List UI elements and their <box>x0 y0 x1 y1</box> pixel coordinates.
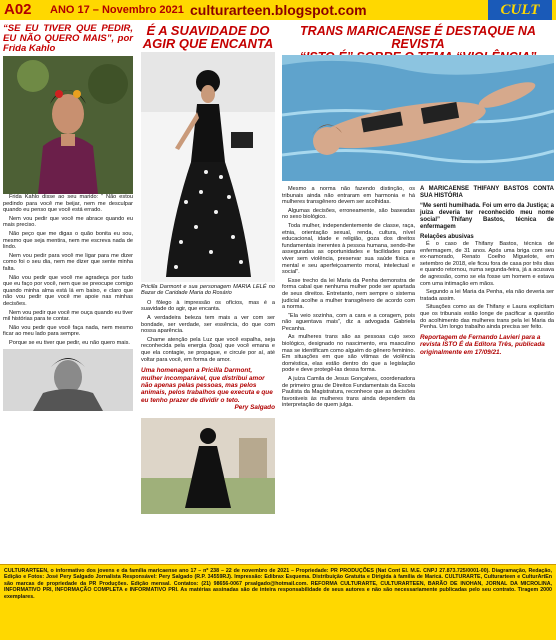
thifany-pool-photo <box>282 55 554 181</box>
frida-photo <box>3 56 133 194</box>
frida-bw-photo <box>3 349 133 411</box>
frida-body <box>3 194 133 346</box>
issue-info: ANO 17 – Novembro 2021 <box>50 4 184 16</box>
paragraph: A juíza Camila de Jesus Gonçalves, coordenadora de primeiro grau de Direitos Fundamentais da Escola Paulista da Magistratura, reconhece que as decisões favoráveis às mulheres trans ainda dependem da interpretação de quem julga. <box>282 376 415 409</box>
section-heading: Relações abusivas <box>420 234 474 240</box>
footer-masthead <box>0 564 556 640</box>
paragraph: É o caso de Thifany Bastos, técnica de enfermagem, de 31 anos. Após uma briga com seu ex-namorado, Renato Coelho Miguelote, em setembro de 2018, ele ficou fora de casa por três dias e quando retornou, numa segunda-feira, já a acusava de agressão, como se ela fosse um homem e estava com uma intimação em mãos. <box>420 241 554 287</box>
paragraph: Algumas decisões, erroneamente, são baseadas no sexo biológico. <box>282 207 415 221</box>
pool-image <box>282 55 554 181</box>
paragraph: Toda mulher, independentemente de classe, raça, etnia, orientação sexual, renda, cultura, nível educacional, idade e religião, goza dos direitos fundamentais inerentes à pessoa humana, sendo-lhe asseguradas as oportunidades e facilidades para viver sem violência, preservar sua saúde física e mental e seu aperfeiçoamento moral, intelectual e social”. <box>282 222 415 276</box>
pricilla-photo <box>141 52 275 282</box>
site-url[interactable]: culturarteen.blogspot.com <box>190 2 367 18</box>
footer-text: CULTURARTEEN, o informativo dos jovens e da família maricaense ano 17 – nº 238 – 22 de novembro de 2021 – Propriedade: PR PRODUÇÕES (Nat Cont El. M.E. CNPJ 27.873.725/0001-00). Diagramação, Redação, Edição e Fotos: José Pery Salgado Jornalista Responsável: Pery Salgado (R.P. 34559RJ). Impressão: Edibrax Esquema. Distribuição Gratuita e Dirigida à família de Maricá. CULTURARTE, Culturarteen e CulturArtEn são marcas de propriedade da PR Produções. Edição mensal. Contatos: (21) 98656-0067 prsalgado@hotmail.com. REFORMA CULTURARTE, CULTURARTEEN, BARÃO DE INOHAN, JORNAL DA MICROLINA, INFORMATIVO PRI, INFORMAÇÃO COMPLETA e INFORMATIVO PRI. As matérias assinadas são de inteira responsabilidade de seus autores e não são necessariamente publicadas pelo seu contrato. Tiragem 2000 exemplares. <box>4 568 552 600</box>
paragraph: Situações como as de Thifany e Laura explicitam que os tribunais estão longe de pacificar a questão do acolhimento das mulheres trans pela lei Maria da Penha. Um longo trabalho ainda precisa ser feito. <box>420 304 554 331</box>
paragraph: Segundo a lei Maria da Penha, ela não deveria ser tratada assim. <box>420 289 554 302</box>
pricilla-costume-photo-2 <box>141 418 275 514</box>
frida-bw-image <box>3 349 133 411</box>
homage-author: Pery Salgado <box>234 404 275 412</box>
pricilla-second-image <box>141 418 275 514</box>
paragraph: Mesmo a norma não fazendo distinção, os tribunais ainda não entraram em harmonia e há mulheres transgênero devem ser acolhidas. <box>282 186 415 206</box>
thifany-quote: “Me senti humilhada. Foi um erro da Justiça; a juíza deveria ter reconhecido meu nome social” Thifany Bastos, técnica de enfermagem <box>420 203 554 230</box>
paragraph: Chame atenção pela Luz que você espalha, seja reconhecida pela energia (boa) que você emana e que ela contagie, se propague, e circule por aí, até voltar para você, em forma de amor. <box>141 336 275 363</box>
header-bar <box>0 0 556 20</box>
frida-title: “SE EU TIVER QUE PEDIR, EU NÃO QUERO MAIS”, por Frida Kahlo <box>3 23 133 54</box>
trans-article-body <box>282 186 415 411</box>
paragraph: Nem vou pedir para você me ligar para me dizer como foi o seu dia, nem me dizer que sente minha falta. <box>3 252 133 272</box>
frida-article <box>3 24 133 411</box>
paragraph: Frida Kahlo disse ao seu marido: “ Não estou pedindo para você me beijar, nem me desculpar quando eu penso que você está errado. <box>3 194 133 214</box>
cult-logo: CULT <box>488 0 552 20</box>
paragraph: Nem vou pedir que você me ouça quando eu tiver mil histórias para te contar. <box>3 309 133 323</box>
pricilla-caption: Pricilla Darmont e sua personagem MARIA LELÉ no Bazar de Caridade Maria do Rosário <box>141 284 275 297</box>
paragraph: O fôlego à impressão os ofícios, mas é a suavidade do agir, que encanta. <box>141 299 275 313</box>
thifany-story <box>420 186 554 356</box>
paragraph: Não vou pedir que você me agradeça por tudo que eu faço por você, nem que se preocupe comigo quando minha alma está lá em baixo, e claro que não vou pedir que você me apoie nas minhas decisões. <box>3 274 133 307</box>
paragraph: Nem vou pedir que você me abrace quando eu mais preciso. <box>3 215 133 229</box>
paragraph: Não peço que me digas o quão bonita eu sou, mesmo que seja mentira, nem me escreva nada de lindo. <box>3 230 133 251</box>
report-credit: Reportagem de Fernando Lavieri para a revista ISTO É da Editora Três, publicada originalmente em 17/09/21. <box>420 333 545 356</box>
page-number: A02 <box>4 1 32 18</box>
paragraph: A verdadeira beleza tem mais a ver com ser bondade, ser verdade, ser essência, do que com nossa aparência. <box>141 315 275 335</box>
paragraph: Esse trecho da lei Maria da Penha demonstra de forma cabal que nenhuma mulher pode ser apartada de seus direitos. Entretanto, nem sempre o sistema judicial acolhe a mulher transgênero de acordo com a norma. <box>282 277 415 311</box>
pricilla-costume-image <box>141 52 275 282</box>
paragraph: Não vou pedir que você faça nada, nem mesmo ficar ao meu lado para sempre. <box>3 324 133 338</box>
paragraph: As mulheres trans são as pessoas cujo sexo biológico, designado no nascimento, era masculino mas se identificam como alguém do gênero feminino. Em situações em que são vítimas de violência doméstica, elas estão dentro do que a legislação pode e deve protegê-las dessa forma. <box>282 334 415 374</box>
paragraph: “Ela veio sozinha, com a cara e a coragem, pois não aguentava mais”, diz a advogada Gabriela Pecanha. <box>282 312 415 332</box>
homage-quote: Uma homenagem a Pricilla Darmont, mulher incomparável, que distribui amor não apenas pelas pessoas, mas pelos animais, pelos trabalhos que executa e que eu tenho prazer de dividir o teto. <box>141 367 273 404</box>
suavidade-title: É A SUAVIDADE DO AGIR QUE ENCANTA <box>142 23 274 51</box>
suavidade-article <box>141 24 275 514</box>
trans-title-line1: TRANS MARICAENSE É DESTAQUE NA REVISTA <box>300 24 536 51</box>
thifany-title: A MARICAENSE THIFANY BASTOS CONTA SUA HISTÓRIA <box>420 186 554 199</box>
frida-portrait-image <box>3 56 133 194</box>
suavidade-body <box>141 300 275 363</box>
paragraph: Porque se eu tiver que pedir, eu não quero mais. <box>9 339 130 346</box>
